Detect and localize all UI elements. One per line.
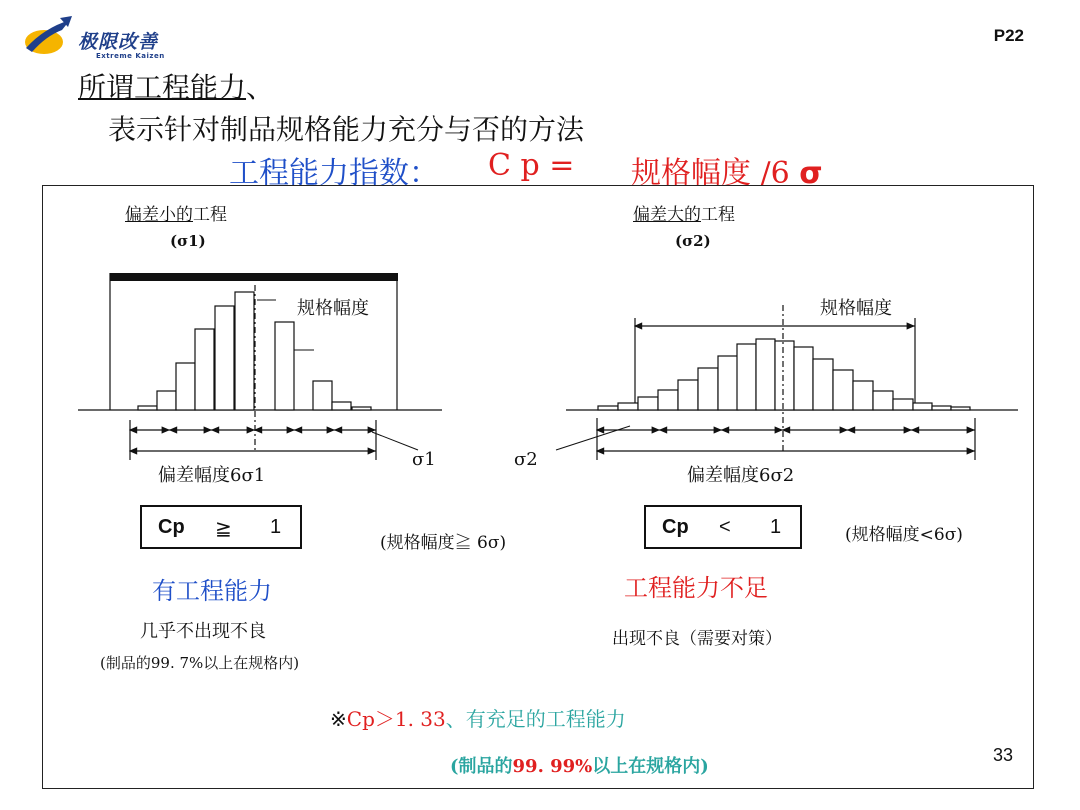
- right-bar: [951, 407, 970, 410]
- left-cp-label: Cp: [158, 516, 185, 538]
- right-bar: [775, 341, 794, 410]
- left-bar: [332, 402, 351, 410]
- right-cp-operator: <: [719, 516, 731, 538]
- right-condition: (规格幅度<6σ): [845, 525, 963, 545]
- title-line-1: 所谓工程能力、: [78, 71, 275, 104]
- left-sigma-arrows: [130, 420, 376, 460]
- left-bar: [195, 329, 214, 410]
- footer-note: ※Cp＞1. 33、有充足的工程能力: [330, 707, 626, 731]
- left-cp-value: 1: [270, 516, 282, 538]
- left-cp-operator: ≧: [215, 518, 232, 540]
- left-bar: [176, 363, 195, 410]
- right-description: 出现不良（需要对策）: [612, 629, 782, 649]
- left-bar: [138, 406, 157, 410]
- formula-label: 工程能力指数：: [229, 156, 439, 191]
- left-cp-box: [140, 505, 302, 549]
- formula-lhs: C p =: [488, 148, 575, 183]
- left-bar: [215, 306, 234, 410]
- right-bar: [813, 359, 833, 410]
- right-bar: [638, 397, 658, 410]
- slide-number: 33: [993, 745, 1014, 765]
- right-spec-label: 规格幅度: [820, 298, 892, 319]
- logo-text: 极限改善: [78, 31, 159, 53]
- left-bar: [235, 292, 254, 410]
- right-bar: [913, 403, 932, 410]
- left-condition: (规格幅度≧ 6σ): [380, 533, 507, 553]
- right-bar: [932, 406, 951, 410]
- right-bar: [737, 344, 756, 410]
- right-bar: [658, 390, 678, 410]
- left-verdict: 有工程能力: [152, 577, 272, 605]
- title-line-2: 表示针对制品规格能力充分与否的方法: [108, 113, 585, 146]
- left-detail: (制品的99. 7%以上在规格内): [100, 654, 300, 672]
- right-bar: [678, 380, 698, 410]
- right-sigma-arrows: [597, 418, 975, 460]
- page-label: P22: [993, 26, 1024, 45]
- left-bar: [157, 391, 176, 410]
- left-bar: [275, 322, 294, 410]
- left-spec-bar: [110, 273, 398, 281]
- right-bar: [833, 370, 853, 410]
- right-bar: [853, 381, 873, 410]
- left-sigma-pointer: [372, 432, 418, 450]
- right-sigma-mark: σ2: [514, 449, 538, 470]
- left-spec-label: 规格幅度: [297, 298, 369, 319]
- right-bar: [718, 356, 738, 410]
- right-bar: [598, 406, 618, 410]
- footer-detail: (制品的99. 99%以上在规格内): [450, 756, 709, 777]
- left-heading: 偏差小的工程: [125, 205, 227, 225]
- right-bar: [756, 339, 775, 410]
- formula-rhs: 规格幅度 /6 σ: [631, 156, 823, 191]
- right-sigma-pointer: [556, 426, 630, 450]
- right-cp-label: Cp: [662, 516, 689, 538]
- right-bar: [893, 399, 913, 410]
- left-sigma-mark: σ1: [412, 449, 436, 470]
- left-bar: [313, 381, 332, 410]
- right-histogram: [598, 339, 970, 410]
- right-sigma-label: (σ2): [675, 232, 711, 250]
- right-bar: [873, 391, 893, 410]
- right-verdict: 工程能力不足: [624, 574, 768, 602]
- right-bar: [698, 368, 718, 410]
- left-range-label: 偏差幅度6σ1: [158, 465, 266, 486]
- right-cp-box: [644, 505, 802, 549]
- left-bar: [352, 407, 371, 410]
- right-cp-value: 1: [770, 516, 782, 538]
- left-description: 几乎不出现不良: [140, 621, 266, 642]
- logo-subtitle: Extreme Kaizen: [96, 52, 165, 60]
- right-bar: [794, 347, 813, 410]
- left-sigma-label: (σ1): [170, 232, 206, 250]
- right-heading: 偏差大的工程: [633, 205, 735, 225]
- right-bar: [618, 403, 638, 410]
- right-range-label: 偏差幅度6σ2: [687, 465, 795, 486]
